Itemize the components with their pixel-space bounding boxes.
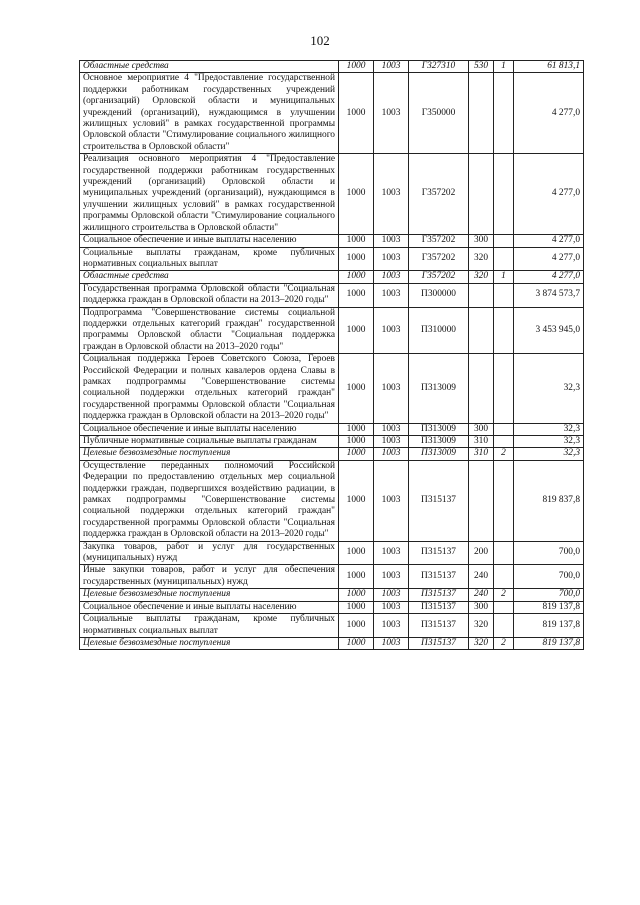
funding-source-cell — [494, 436, 514, 448]
section-code-cell: 1000 — [339, 460, 374, 541]
funding-source-cell: 2 — [494, 589, 514, 601]
row-name-cell: Областные средства — [80, 61, 339, 73]
table-row — [80, 271, 584, 283]
expense-type-cell: 320 — [469, 637, 494, 649]
funding-source-cell: 2 — [494, 448, 514, 460]
target-article-cell: П313009 — [409, 354, 469, 423]
section-code-cell: 1000 — [339, 307, 374, 354]
funding-source-cell — [494, 601, 514, 613]
row-name-cell: Публичные нормативные социальные выплаты гражданам — [80, 436, 339, 448]
target-article-cell: Г327310 — [409, 61, 469, 73]
table-row — [80, 565, 584, 589]
subsection-code-cell: 1003 — [374, 565, 409, 589]
row-name-cell: Социальное обеспечение и иные выплаты населению — [80, 235, 339, 247]
funding-source-cell — [494, 541, 514, 565]
expense-type-cell — [469, 354, 494, 423]
funding-source-cell — [494, 614, 514, 638]
table-row — [80, 61, 584, 73]
section-code-cell: 1000 — [339, 601, 374, 613]
expense-type-cell: 310 — [469, 436, 494, 448]
section-code-cell: 1000 — [339, 271, 374, 283]
amount-cell: 700,0 — [514, 589, 584, 601]
funding-source-cell — [494, 565, 514, 589]
section-code-cell: 1000 — [339, 423, 374, 435]
target-article-cell: Г357202 — [409, 235, 469, 247]
target-article-cell: П300000 — [409, 283, 469, 307]
section-code-cell: 1000 — [339, 448, 374, 460]
table-row — [80, 614, 584, 638]
section-code-cell: 1000 — [339, 73, 374, 154]
target-article-cell: П310000 — [409, 307, 469, 354]
subsection-code-cell: 1003 — [374, 247, 409, 271]
target-article-cell: П315137 — [409, 460, 469, 541]
table-row — [80, 460, 584, 541]
amount-cell: 700,0 — [514, 565, 584, 589]
row-name-cell: Социальное обеспечение и иные выплаты населению — [80, 601, 339, 613]
funding-source-cell — [494, 283, 514, 307]
table-row — [80, 637, 584, 649]
subsection-code-cell: 1003 — [374, 235, 409, 247]
subsection-code-cell: 1003 — [374, 354, 409, 423]
funding-source-cell — [494, 460, 514, 541]
subsection-code-cell: 1003 — [374, 589, 409, 601]
section-code-cell: 1000 — [339, 565, 374, 589]
row-name-cell: Целевые безвозмездные поступления — [80, 637, 339, 649]
funding-source-cell — [494, 307, 514, 354]
target-article-cell: Г357202 — [409, 154, 469, 235]
table-row — [80, 354, 584, 423]
section-code-cell: 1000 — [339, 614, 374, 638]
amount-cell: 4 277,0 — [514, 247, 584, 271]
subsection-code-cell: 1003 — [374, 614, 409, 638]
expense-type-cell: 300 — [469, 601, 494, 613]
expense-type-cell: 320 — [469, 271, 494, 283]
section-code-cell: 1000 — [339, 283, 374, 307]
expense-type-cell: 310 — [469, 448, 494, 460]
amount-cell: 819 837,8 — [514, 460, 584, 541]
target-article-cell: П315137 — [409, 614, 469, 638]
subsection-code-cell: 1003 — [374, 423, 409, 435]
funding-source-cell — [494, 247, 514, 271]
amount-cell: 4 277,0 — [514, 235, 584, 247]
expense-type-cell — [469, 460, 494, 541]
row-name-cell: Государственная программа Орловской области "Социальная поддержка граждан в Орловской области на 2013–2020 годы" — [80, 283, 339, 307]
table-row — [80, 541, 584, 565]
target-article-cell: П315137 — [409, 541, 469, 565]
target-article-cell: П315137 — [409, 565, 469, 589]
expense-type-cell: 240 — [469, 589, 494, 601]
table-body — [80, 61, 584, 650]
budget-table — [79, 60, 584, 650]
row-name-cell: Осуществление переданных полномочий Российской Федерации по предоставлению отдельных мер социальной поддержки граждан, подвергшихся воздействию радиации, в рамках подпрограммы "Совершенствование системы социальной поддержки отдельных категорий граждан" государственной программы Орловской области "Социальная поддержка граждан в Орловской области на 2013–2020 годы" — [80, 460, 339, 541]
page-number: 102 — [310, 33, 330, 48]
amount-cell: 32,3 — [514, 448, 584, 460]
funding-source-cell — [494, 423, 514, 435]
section-code-cell: 1000 — [339, 354, 374, 423]
subsection-code-cell: 1003 — [374, 271, 409, 283]
table-row — [80, 423, 584, 435]
amount-cell: 819 137,8 — [514, 637, 584, 649]
target-article-cell: П313009 — [409, 423, 469, 435]
expense-type-cell: 300 — [469, 235, 494, 247]
subsection-code-cell: 1003 — [374, 73, 409, 154]
subsection-code-cell: 1003 — [374, 283, 409, 307]
subsection-code-cell: 1003 — [374, 448, 409, 460]
subsection-code-cell: 1003 — [374, 637, 409, 649]
row-name-cell: Социальные выплаты гражданам, кроме публичных нормативных социальных выплат — [80, 247, 339, 271]
section-code-cell: 1000 — [339, 589, 374, 601]
target-article-cell: П313009 — [409, 448, 469, 460]
target-article-cell: П315137 — [409, 601, 469, 613]
target-article-cell: Г357202 — [409, 247, 469, 271]
funding-source-cell: 2 — [494, 637, 514, 649]
table-row — [80, 283, 584, 307]
subsection-code-cell: 1003 — [374, 307, 409, 354]
expense-type-cell — [469, 307, 494, 354]
expense-type-cell: 300 — [469, 423, 494, 435]
table-row — [80, 154, 584, 235]
table-row — [80, 73, 584, 154]
row-name-cell: Социальная поддержка Героев Советского Союза, Героев Российской Федерации и полных кавалеров ордена Славы в рамках подпрограммы "Совершенствование системы социальной поддержки отдельных категорий граждан" государственной программы Орловской области "Социальная поддержка граждан в Орловской области на 2013–2020 годы" — [80, 354, 339, 423]
funding-source-cell — [494, 235, 514, 247]
section-code-cell: 1000 — [339, 637, 374, 649]
funding-source-cell — [494, 154, 514, 235]
row-name-cell: Подпрограмма "Совершенствование системы социальной поддержки отдельных категорий граждан" государственной программы Орловской области "Социальная поддержка граждан в Орловской области на 2013–2020 годы" — [80, 307, 339, 354]
amount-cell: 3 874 573,7 — [514, 283, 584, 307]
expense-type-cell: 240 — [469, 565, 494, 589]
section-code-cell: 1000 — [339, 436, 374, 448]
target-article-cell: П315137 — [409, 589, 469, 601]
target-article-cell: П313009 — [409, 436, 469, 448]
section-code-cell: 1000 — [339, 247, 374, 271]
amount-cell: 4 277,0 — [514, 73, 584, 154]
amount-cell: 32,3 — [514, 436, 584, 448]
expense-type-cell: 530 — [469, 61, 494, 73]
amount-cell: 61 813,1 — [514, 61, 584, 73]
expense-type-cell — [469, 73, 494, 154]
amount-cell: 819 137,8 — [514, 601, 584, 613]
amount-cell: 4 277,0 — [514, 271, 584, 283]
table-row — [80, 601, 584, 613]
row-name-cell: Основное мероприятие 4 "Предоставление государственной поддержки работникам государственных учреждений (организаций) Орловской области и муниципальных учреждений (организаций), нуждающимся в улучшении жилищных условий" в рамках государственной программы Орловской области "Стимулирование социального жилищного строительства в Орловской области" — [80, 73, 339, 154]
table-row — [80, 589, 584, 601]
subsection-code-cell: 1003 — [374, 460, 409, 541]
table-row — [80, 235, 584, 247]
subsection-code-cell: 1003 — [374, 601, 409, 613]
subsection-code-cell: 1003 — [374, 154, 409, 235]
table-row — [80, 448, 584, 460]
table-row — [80, 307, 584, 354]
section-code-cell: 1000 — [339, 235, 374, 247]
row-name-cell: Целевые безвозмездные поступления — [80, 589, 339, 601]
section-code-cell: 1000 — [339, 154, 374, 235]
row-name-cell: Закупка товаров, работ и услуг для государственных (муниципальных) нужд — [80, 541, 339, 565]
funding-source-cell — [494, 73, 514, 154]
funding-source-cell — [494, 354, 514, 423]
expense-type-cell — [469, 283, 494, 307]
subsection-code-cell: 1003 — [374, 61, 409, 73]
row-name-cell: Социальные выплаты гражданам, кроме публичных нормативных социальных выплат — [80, 614, 339, 638]
expense-type-cell — [469, 154, 494, 235]
section-code-cell: 1000 — [339, 61, 374, 73]
funding-source-cell: 1 — [494, 61, 514, 73]
amount-cell: 32,3 — [514, 423, 584, 435]
row-name-cell: Реализация основного мероприятия 4 "Предоставление государственной поддержки работникам государственных учреждений (организаций) Орловской области и муниципальных учреждений (организаций), нуждающимся в улучшении жилищных условий" в рамках государственной программы Орловской области "Стимулирование социального жилищного строительства в Орловской области" — [80, 154, 339, 235]
row-name-cell: Областные средства — [80, 271, 339, 283]
subsection-code-cell: 1003 — [374, 541, 409, 565]
expense-type-cell: 320 — [469, 247, 494, 271]
expense-type-cell: 320 — [469, 614, 494, 638]
amount-cell: 700,0 — [514, 541, 584, 565]
funding-source-cell: 1 — [494, 271, 514, 283]
target-article-cell: П315137 — [409, 637, 469, 649]
row-name-cell: Иные закупки товаров, работ и услуг для обеспечения государственных (муниципальных) нужд — [80, 565, 339, 589]
amount-cell: 3 453 945,0 — [514, 307, 584, 354]
table-row — [80, 436, 584, 448]
row-name-cell: Социальное обеспечение и иные выплаты населению — [80, 423, 339, 435]
row-name-cell: Целевые безвозмездные поступления — [80, 448, 339, 460]
expense-type-cell: 200 — [469, 541, 494, 565]
amount-cell: 819 137,8 — [514, 614, 584, 638]
amount-cell: 32,3 — [514, 354, 584, 423]
section-code-cell: 1000 — [339, 541, 374, 565]
target-article-cell: Г350000 — [409, 73, 469, 154]
amount-cell: 4 277,0 — [514, 154, 584, 235]
subsection-code-cell: 1003 — [374, 436, 409, 448]
target-article-cell: Г357202 — [409, 271, 469, 283]
table-row — [80, 247, 584, 271]
